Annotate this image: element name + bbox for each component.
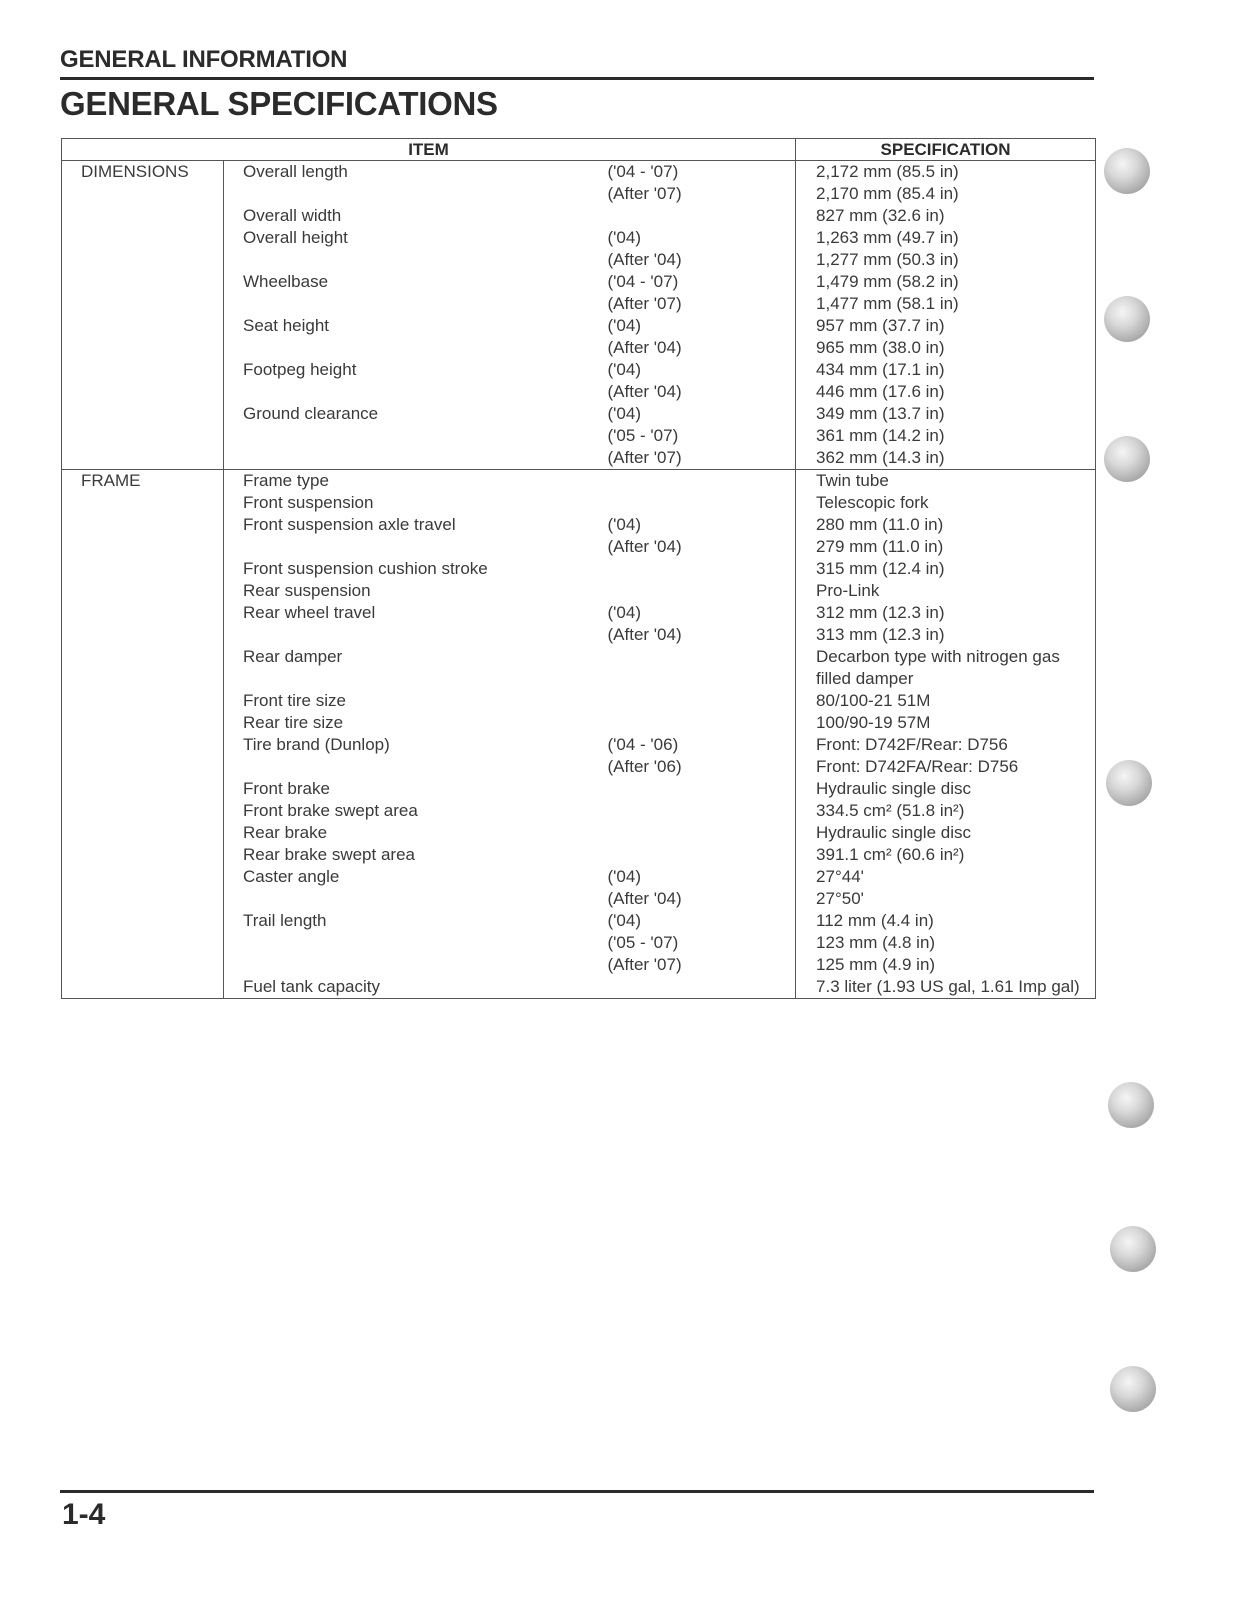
item-condition: ('04 - '07): [607, 272, 679, 291]
item-condition: ('04): [607, 316, 641, 335]
item-value: 125 mm (4.9 in): [796, 954, 1096, 976]
item-value: 315 mm (12.4 in): [796, 558, 1096, 580]
section-label: GENERAL INFORMATION: [60, 46, 348, 73]
item-condition: ('05 - '07): [607, 426, 679, 445]
item-name: [224, 381, 608, 403]
item-value: 334.5 cm² (51.8 in²): [796, 800, 1096, 822]
item-condition: ('04): [607, 404, 641, 423]
item-condition: [608, 205, 796, 227]
item-value: 7.3 liter (1.93 US gal, 1.61 Imp gal): [796, 976, 1096, 999]
item-value: 27°50': [796, 888, 1096, 910]
item-condition: [608, 558, 796, 580]
item-condition: [608, 800, 796, 822]
item-name: [224, 624, 608, 646]
item-name: Wheelbase: [243, 272, 329, 291]
specification-column-header: SPECIFICATION: [796, 139, 1096, 161]
group-name: FRAME: [62, 470, 224, 999]
item-condition: ('04): [607, 360, 641, 379]
item-condition: (After '04): [607, 889, 682, 908]
item-name: Ground clearance: [243, 404, 379, 423]
item-condition: ('05 - '07): [607, 933, 679, 952]
item-condition: (After '07): [607, 184, 682, 203]
page-title: GENERAL SPECIFICATIONS: [60, 85, 498, 122]
item-name: Rear brake swept area: [243, 845, 415, 864]
item-name: Caster angle: [243, 867, 340, 886]
item-name: [224, 249, 608, 271]
item-condition: (After '07): [607, 955, 682, 974]
item-condition: (After '04): [607, 625, 682, 644]
item-condition: (After '04): [607, 537, 682, 556]
item-condition: [608, 470, 796, 493]
item-name: Tire brand (Dunlop): [243, 735, 390, 754]
item-value: 280 mm (11.0 in): [796, 514, 1096, 536]
item-value: 434 mm (17.1 in): [796, 359, 1096, 381]
item-value: 2,172 mm (85.5 in): [796, 161, 1096, 184]
item-condition: ('04 - '06): [607, 735, 679, 754]
item-name: Overall height: [243, 228, 348, 247]
item-condition: [608, 646, 796, 690]
item-value: Front: D742FA/Rear: D756: [796, 756, 1096, 778]
group-name: DIMENSIONS: [62, 161, 224, 470]
item-name: Front brake: [243, 779, 330, 798]
item-value: 279 mm (11.0 in): [796, 536, 1096, 558]
item-value: Hydraulic single disc: [796, 822, 1096, 844]
item-condition: ('04): [607, 228, 641, 247]
binder-hole-7: [1110, 1366, 1156, 1412]
item-condition: (After '04): [607, 250, 682, 269]
item-value: 349 mm (13.7 in): [796, 403, 1096, 425]
item-value: 1,477 mm (58.1 in): [796, 293, 1096, 315]
item-value: 362 mm (14.3 in): [796, 447, 1096, 470]
item-name: Front suspension axle travel: [243, 515, 456, 534]
table-row: [62, 161, 1096, 184]
item-column-header: ITEM: [62, 139, 796, 161]
item-name: Frame type: [243, 471, 329, 490]
item-name: Front suspension: [243, 493, 374, 512]
item-condition: [608, 580, 796, 602]
item-condition: [608, 844, 796, 866]
item-condition: ('04): [607, 603, 641, 622]
item-name: Rear tire size: [243, 713, 344, 732]
table-header-row: [62, 139, 1096, 161]
item-value: Twin tube: [796, 470, 1096, 493]
item-name: [224, 954, 608, 976]
binder-hole-2: [1104, 296, 1150, 342]
item-name: Front tire size: [243, 691, 346, 710]
item-condition: (After '04): [607, 382, 682, 401]
item-name: [224, 888, 608, 910]
item-value: 80/100-21 51M: [796, 690, 1096, 712]
item-name: [224, 293, 608, 315]
item-condition: ('04 - '07): [607, 162, 679, 181]
item-name: Overall length: [243, 162, 348, 181]
binder-hole-1: [1104, 148, 1150, 194]
item-value: 312 mm (12.3 in): [796, 602, 1096, 624]
header-rule: [60, 77, 1094, 80]
item-name: [224, 425, 608, 447]
item-condition: [608, 778, 796, 800]
item-name: Rear suspension: [243, 581, 371, 600]
item-name: [224, 536, 608, 558]
binder-hole-4: [1106, 760, 1152, 806]
item-value: Decarbon type with nitrogen gas filled damper: [796, 646, 1096, 690]
item-value: 965 mm (38.0 in): [796, 337, 1096, 359]
item-value: Front: D742F/Rear: D756: [796, 734, 1096, 756]
item-value: 1,277 mm (50.3 in): [796, 249, 1096, 271]
specifications-table: [61, 138, 1096, 999]
item-value: 123 mm (4.8 in): [796, 932, 1096, 954]
table-body: [62, 161, 1096, 999]
item-condition: [608, 822, 796, 844]
item-value: Hydraulic single disc: [796, 778, 1096, 800]
item-condition: [608, 712, 796, 734]
item-condition: (After '06): [607, 757, 682, 776]
item-value: 2,170 mm (85.4 in): [796, 183, 1096, 205]
item-condition: [608, 976, 796, 999]
item-name: Rear wheel travel: [243, 603, 376, 622]
item-name: Fuel tank capacity: [224, 976, 608, 999]
item-condition: [608, 690, 796, 712]
item-name: Front brake swept area: [243, 801, 418, 820]
item-name: Footpeg height: [243, 360, 357, 379]
table-row: [62, 470, 1096, 493]
item-name: [224, 183, 608, 205]
item-name: Rear brake: [243, 823, 328, 842]
item-condition: (After '04): [607, 338, 682, 357]
binder-hole-6: [1110, 1226, 1156, 1272]
item-name: Front suspension cushion stroke: [243, 559, 488, 578]
item-value: 361 mm (14.2 in): [796, 425, 1096, 447]
item-name: [224, 337, 608, 359]
item-condition: ('04): [607, 515, 641, 534]
item-value: 1,263 mm (49.7 in): [796, 227, 1096, 249]
item-condition: (After '07): [608, 447, 796, 470]
page-number: 1-4: [62, 1498, 106, 1531]
item-name: [224, 756, 608, 778]
item-name: Seat height: [243, 316, 330, 335]
item-value: 313 mm (12.3 in): [796, 624, 1096, 646]
item-condition: ('04): [607, 911, 641, 930]
binder-hole-5: [1108, 1082, 1154, 1128]
item-value: 391.1 cm² (60.6 in²): [796, 844, 1096, 866]
item-value: Telescopic fork: [796, 492, 1096, 514]
item-name: [224, 447, 608, 470]
item-value: 112 mm (4.4 in): [796, 910, 1096, 932]
item-value: 27°44': [796, 866, 1096, 888]
item-name: Rear damper: [243, 647, 343, 666]
item-condition: (After '07): [607, 294, 682, 313]
binder-hole-3: [1104, 436, 1150, 482]
item-value: Pro-Link: [796, 580, 1096, 602]
item-name: Trail length: [243, 911, 327, 930]
item-name: Overall width: [243, 206, 342, 225]
footer-rule: [60, 1490, 1094, 1493]
item-name: [224, 932, 608, 954]
item-condition: ('04): [607, 867, 641, 886]
item-value: 1,479 mm (58.2 in): [796, 271, 1096, 293]
item-value: 100/90-19 57M: [796, 712, 1096, 734]
item-value: 957 mm (37.7 in): [796, 315, 1096, 337]
item-value: 827 mm (32.6 in): [796, 205, 1096, 227]
item-condition: [608, 492, 796, 514]
item-value: 446 mm (17.6 in): [796, 381, 1096, 403]
